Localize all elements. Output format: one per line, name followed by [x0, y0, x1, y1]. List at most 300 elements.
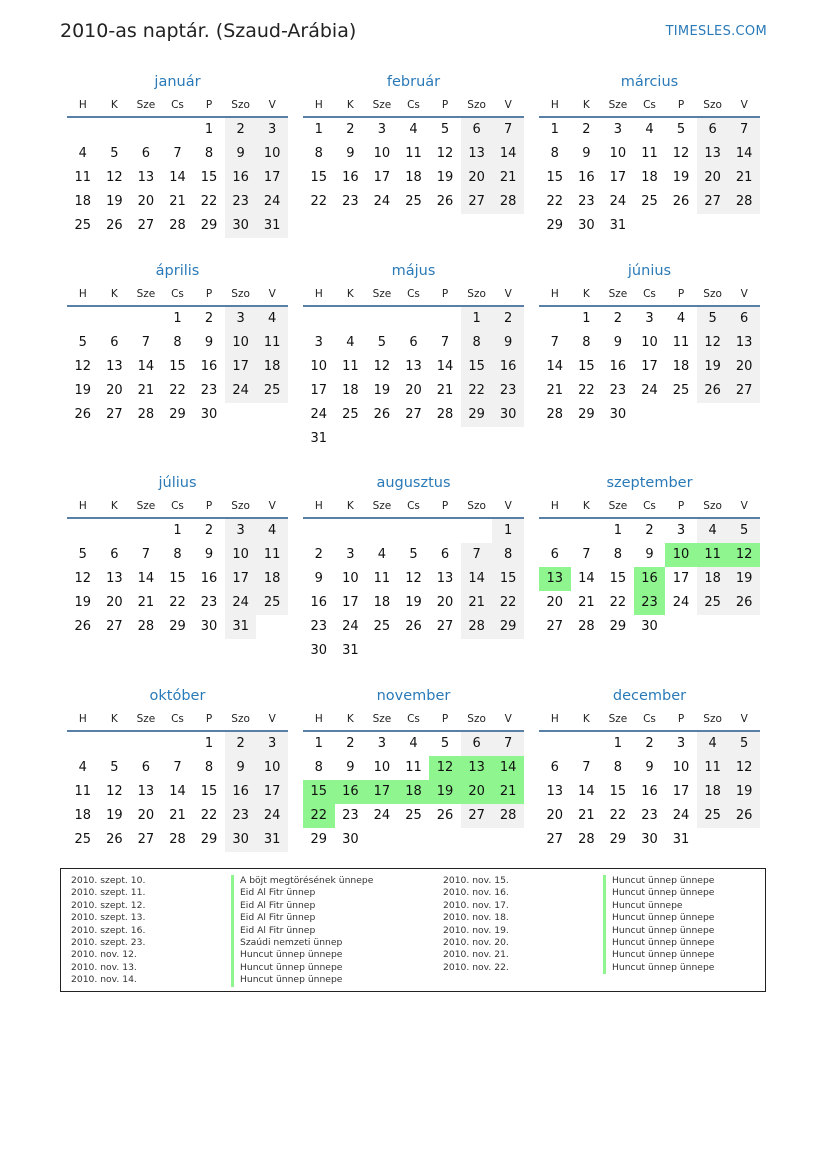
day-cell: 4: [256, 519, 288, 543]
empty-day-cell: [303, 519, 335, 543]
weekday-header: [303, 495, 524, 519]
empty-day-cell: [634, 403, 666, 427]
day-cell: 23: [200, 383, 218, 398]
legend-holiday-name: Szaúdi nemzeti ünnep: [231, 937, 342, 949]
day-cell: 14: [578, 784, 595, 799]
day-cell: 9: [225, 756, 257, 780]
day-cell: 30: [609, 407, 627, 422]
empty-day-cell: [492, 828, 524, 852]
weekday-label: H: [78, 288, 87, 300]
weekday-label: Szo: [231, 713, 250, 725]
day-cell: 22: [200, 808, 218, 823]
empty-day-cell: [335, 519, 367, 543]
day-cell: 22: [609, 808, 627, 823]
day-cell: 18: [256, 355, 288, 379]
day-cell: 24: [225, 379, 257, 403]
day-cell: 17: [342, 595, 359, 610]
day-cell: 24: [373, 194, 391, 209]
day-cell: 22: [578, 383, 595, 398]
month-name: február: [386, 74, 441, 90]
day-cell: 21: [461, 591, 493, 615]
day-cell: 24: [672, 808, 690, 823]
day-cell: 16: [310, 595, 328, 610]
empty-day-cell: [539, 307, 571, 331]
legend-holiday-name: Huncut ünnep ünnepe: [231, 949, 342, 961]
empty-day-cell: [398, 828, 430, 852]
day-cell: 26: [436, 808, 454, 823]
weekday-label: Cs: [643, 288, 656, 300]
weekday-label: P: [677, 99, 685, 111]
weekday-label: Szo: [703, 99, 722, 111]
month-április: [67, 259, 288, 427]
legend-date: 2010. nov. 19.: [443, 924, 509, 936]
empty-day-cell: [461, 427, 493, 451]
day-cell: 14: [137, 571, 155, 586]
day-cell: 2: [204, 523, 214, 538]
weekday-label: P: [205, 288, 213, 300]
day-cell: 6: [728, 307, 760, 331]
day-cell: 8: [613, 760, 623, 775]
day-grid: [539, 732, 760, 852]
day-cell: 19: [697, 355, 729, 379]
day-cell: 2: [492, 307, 524, 331]
day-cell: 1: [204, 736, 214, 751]
day-cell: 25: [405, 808, 422, 823]
weekday-label: Cs: [643, 713, 656, 725]
day-cell: 23: [225, 804, 257, 828]
day-cell: 8: [173, 335, 182, 350]
day-cell: 1: [173, 311, 182, 326]
legend-holiday-name: Huncut ünnep ünnepe: [603, 937, 714, 949]
month-február: [303, 70, 524, 214]
day-cell: 18: [641, 170, 658, 185]
weekday-label: Sze: [372, 288, 392, 300]
day-cell: 21: [546, 383, 564, 398]
day-cell: 19: [436, 170, 454, 185]
day-cell: 7: [141, 335, 151, 350]
holiday-day-cell: 10: [665, 543, 697, 567]
day-cell: 26: [405, 619, 422, 634]
day-cell: 2: [613, 311, 623, 326]
weekday-label: Sze: [608, 713, 628, 725]
day-cell: 17: [225, 567, 257, 591]
month-name: december: [612, 688, 687, 704]
day-cell: 21: [728, 166, 760, 190]
day-cell: 12: [672, 146, 690, 161]
day-cell: 9: [346, 146, 355, 161]
day-cell: 2: [225, 118, 257, 142]
weekday-label: V: [504, 99, 512, 111]
empty-day-cell: [366, 427, 398, 451]
day-cell: 20: [405, 383, 422, 398]
day-grid: [303, 519, 524, 663]
day-cell: 30: [492, 403, 524, 427]
weekday-label: V: [268, 288, 276, 300]
day-cell: 9: [204, 335, 214, 350]
day-cell: 29: [546, 218, 564, 233]
holiday-day-cell: 19: [429, 780, 461, 804]
legend-date: 2010. nov. 12.: [71, 949, 137, 961]
day-cell: 30: [200, 407, 218, 422]
day-cell: 9: [225, 142, 257, 166]
weekday-label: Szo: [467, 500, 486, 512]
weekday-label: Sze: [136, 288, 156, 300]
legend-holiday-name: A böjt megtörésének ünnepe: [231, 875, 373, 887]
day-cell: 3: [225, 519, 257, 543]
day-cell: 13: [106, 571, 123, 586]
legend-date: 2010. szept. 11.: [71, 887, 146, 899]
empty-day-cell: [366, 639, 398, 663]
legend-date: 2010. szept. 13.: [71, 912, 146, 924]
holiday-day-cell: 16: [634, 567, 666, 591]
day-grid: [67, 307, 288, 427]
weekday-label: P: [677, 500, 685, 512]
day-cell: 28: [169, 218, 186, 233]
day-cell: 14: [169, 170, 186, 185]
day-cell: 20: [728, 355, 760, 379]
day-cell: 24: [225, 591, 257, 615]
weekday-label: P: [677, 288, 685, 300]
day-cell: 10: [342, 571, 359, 586]
day-cell: 4: [409, 122, 418, 137]
day-cell: 10: [256, 756, 288, 780]
day-cell: 2: [225, 732, 257, 756]
day-cell: 14: [492, 142, 524, 166]
day-cell: 23: [310, 619, 328, 634]
day-cell: 20: [461, 166, 493, 190]
day-cell: 25: [342, 407, 359, 422]
day-cell: 27: [728, 379, 760, 403]
day-cell: 15: [578, 359, 595, 374]
day-cell: 11: [641, 146, 658, 161]
day-cell: 28: [578, 619, 595, 634]
day-cell: 6: [461, 732, 493, 756]
day-cell: 4: [346, 335, 355, 350]
day-cell: 28: [137, 407, 155, 422]
day-cell: 1: [582, 311, 591, 326]
month-name: május: [391, 263, 436, 279]
holiday-day-cell: 14: [492, 756, 524, 780]
weekday-label: K: [346, 713, 354, 725]
day-grid: [539, 307, 760, 427]
legend-holiday-name: Huncut ünnep ünnepe: [231, 962, 342, 974]
weekday-label: H: [314, 288, 323, 300]
day-cell: 17: [641, 359, 658, 374]
day-cell: 29: [578, 407, 595, 422]
day-cell: 7: [492, 118, 524, 142]
day-cell: 25: [74, 218, 92, 233]
day-cell: 13: [137, 170, 155, 185]
day-cell: 31: [310, 431, 328, 446]
day-cell: 8: [314, 146, 323, 161]
day-cell: 13: [436, 571, 454, 586]
day-cell: 5: [440, 736, 450, 751]
day-cell: 8: [582, 335, 591, 350]
day-cell: 11: [672, 335, 690, 350]
page-title: 2010-as naptár. (Szaud-Arábia): [60, 20, 357, 42]
weekday-label: K: [110, 288, 118, 300]
day-cell: 13: [728, 331, 760, 355]
empty-day-cell: [398, 307, 430, 331]
empty-day-cell: [539, 732, 571, 756]
empty-day-cell: [130, 732, 162, 756]
day-cell: 15: [609, 784, 627, 799]
weekday-label: P: [441, 713, 449, 725]
day-cell: 7: [440, 335, 450, 350]
day-cell: 10: [310, 359, 328, 374]
weekday-label: K: [346, 288, 354, 300]
weekday-label: K: [346, 500, 354, 512]
legend-holiday-name: Huncut ünnep ünnepe: [603, 925, 714, 937]
day-cell: 8: [314, 760, 323, 775]
day-cell: 19: [728, 780, 760, 804]
day-cell: 29: [310, 832, 328, 847]
day-cell: 1: [204, 122, 214, 137]
day-cell: 21: [169, 808, 186, 823]
legend-date: 2010. nov. 17.: [443, 899, 509, 911]
day-cell: 27: [461, 804, 493, 828]
empty-day-cell: [256, 615, 288, 639]
empty-day-cell: [398, 639, 430, 663]
legend-holiday-name: Huncut ünnep ünnepe: [603, 912, 714, 924]
empty-day-cell: [366, 307, 398, 331]
weekday-label: K: [582, 288, 590, 300]
empty-day-cell: [728, 828, 760, 852]
day-cell: 29: [169, 407, 186, 422]
empty-day-cell: [728, 214, 760, 238]
weekday-label: Szo: [467, 713, 486, 725]
empty-day-cell: [335, 427, 367, 451]
day-cell: 14: [578, 571, 595, 586]
day-cell: 15: [609, 571, 627, 586]
day-cell: 15: [200, 170, 218, 185]
day-cell: 14: [728, 142, 760, 166]
day-cell: 5: [409, 547, 418, 562]
weekday-label: Sze: [372, 500, 392, 512]
day-cell: 5: [110, 146, 119, 161]
day-cell: 19: [672, 170, 690, 185]
empty-day-cell: [99, 118, 131, 142]
day-cell: 1: [314, 736, 323, 751]
day-cell: 28: [436, 407, 454, 422]
day-cell: 30: [641, 832, 658, 847]
weekday-label: K: [582, 713, 590, 725]
day-grid: [303, 307, 524, 451]
legend-holiday-name: Huncut ünnepe: [603, 900, 683, 912]
empty-day-cell: [697, 615, 729, 639]
weekday-label: V: [740, 99, 748, 111]
legend-holiday-name: Eid Al Fitr ünnep: [231, 912, 315, 924]
weekday-label: Szo: [231, 288, 250, 300]
weekday-label: P: [441, 99, 449, 111]
day-cell: 6: [141, 146, 151, 161]
day-cell: 3: [377, 736, 387, 751]
day-cell: 13: [106, 359, 123, 374]
weekday-label: K: [110, 99, 118, 111]
weekday-label: K: [582, 500, 590, 512]
empty-day-cell: [67, 519, 99, 543]
holiday-day-cell: 17: [366, 780, 398, 804]
day-cell: 8: [492, 543, 524, 567]
day-cell: 20: [106, 383, 123, 398]
day-cell: 6: [697, 118, 729, 142]
day-cell: 27: [546, 832, 564, 847]
weekday-header: [303, 283, 524, 307]
day-cell: 3: [676, 736, 686, 751]
day-cell: 24: [342, 619, 359, 634]
day-cell: 5: [676, 122, 686, 137]
empty-day-cell: [162, 118, 194, 142]
weekday-header: [303, 708, 524, 732]
day-cell: 6: [110, 335, 119, 350]
empty-day-cell: [429, 519, 461, 543]
holiday-day-cell: 13: [461, 756, 493, 780]
weekday-header: [539, 708, 760, 732]
day-cell: 20: [697, 166, 729, 190]
day-cell: 20: [546, 808, 564, 823]
day-cell: 27: [137, 832, 155, 847]
weekday-label: K: [582, 99, 590, 111]
day-cell: 29: [200, 832, 218, 847]
empty-day-cell: [99, 732, 131, 756]
day-cell: 5: [78, 547, 87, 562]
day-cell: 26: [697, 379, 729, 403]
day-cell: 8: [550, 146, 559, 161]
day-cell: 30: [200, 619, 218, 634]
day-cell: 11: [256, 331, 288, 355]
day-cell: 23: [492, 379, 524, 403]
day-cell: 18: [342, 383, 359, 398]
day-cell: 3: [346, 547, 355, 562]
day-cell: 22: [169, 595, 186, 610]
day-cell: 17: [256, 166, 288, 190]
weekday-label: Cs: [171, 99, 184, 111]
empty-day-cell: [130, 118, 162, 142]
day-cell: 1: [492, 519, 524, 543]
day-cell: 8: [173, 547, 182, 562]
day-cell: 10: [373, 146, 391, 161]
day-cell: 28: [169, 832, 186, 847]
legend-date: 2010. nov. 14.: [71, 974, 137, 986]
month-name: január: [154, 74, 201, 90]
day-grid: [303, 732, 524, 852]
day-grid: [539, 519, 760, 639]
day-cell: 17: [310, 383, 328, 398]
weekday-label: Cs: [407, 288, 420, 300]
day-cell: 26: [106, 832, 123, 847]
day-cell: 27: [106, 407, 123, 422]
empty-day-cell: [728, 403, 760, 427]
weekday-label: V: [740, 288, 748, 300]
legend-date: 2010. szept. 16.: [71, 924, 146, 936]
month-name: november: [376, 688, 451, 704]
day-cell: 3: [613, 122, 623, 137]
day-cell: 16: [225, 166, 257, 190]
month-augusztus: [303, 471, 524, 663]
day-cell: 31: [256, 214, 288, 238]
day-cell: 16: [641, 784, 658, 799]
empty-day-cell: [634, 214, 666, 238]
day-cell: 7: [141, 547, 151, 562]
empty-day-cell: [366, 519, 398, 543]
weekday-label: H: [550, 288, 559, 300]
weekday-label: Sze: [136, 99, 156, 111]
empty-day-cell: [67, 118, 99, 142]
day-cell: 7: [173, 146, 182, 161]
empty-day-cell: [571, 519, 603, 543]
day-cell: 16: [609, 359, 627, 374]
day-cell: 24: [609, 194, 627, 209]
empty-day-cell: [130, 307, 162, 331]
brand-link[interactable]: TIMESLES.COM: [665, 24, 767, 39]
day-cell: 31: [225, 615, 257, 639]
day-cell: 20: [106, 595, 123, 610]
weekday-header: [67, 495, 288, 519]
day-cell: 31: [256, 828, 288, 852]
day-cell: 2: [645, 736, 654, 751]
day-cell: 11: [74, 170, 92, 185]
day-cell: 28: [492, 190, 524, 214]
day-cell: 30: [578, 218, 595, 233]
empty-day-cell: [366, 828, 398, 852]
empty-day-cell: [429, 639, 461, 663]
day-cell: 9: [346, 760, 355, 775]
day-cell: 10: [373, 760, 391, 775]
legend-date: 2010. nov. 15.: [443, 875, 509, 886]
empty-day-cell: [162, 732, 194, 756]
day-cell: 23: [342, 808, 359, 823]
day-cell: 12: [728, 756, 760, 780]
month-name: július: [158, 475, 197, 491]
weekday-header: [539, 283, 760, 307]
day-cell: 26: [728, 591, 760, 615]
day-cell: 22: [609, 595, 627, 610]
day-cell: 17: [256, 780, 288, 804]
day-cell: 23: [200, 595, 218, 610]
day-cell: 7: [492, 732, 524, 756]
day-cell: 22: [461, 379, 493, 403]
day-cell: 19: [74, 383, 92, 398]
day-cell: 11: [256, 543, 288, 567]
day-cell: 29: [609, 619, 627, 634]
month-december: [539, 684, 760, 852]
weekday-header: [67, 283, 288, 307]
day-cell: 16: [578, 170, 595, 185]
month-június: [539, 259, 760, 427]
day-cell: 27: [137, 218, 155, 233]
empty-day-cell: [130, 519, 162, 543]
day-cell: 24: [672, 595, 690, 610]
holiday-day-cell: 16: [335, 780, 367, 804]
day-cell: 9: [582, 146, 591, 161]
day-cell: 25: [373, 619, 391, 634]
day-cell: 12: [74, 571, 92, 586]
day-cell: 21: [578, 808, 595, 823]
day-cell: 30: [225, 828, 257, 852]
day-cell: 18: [74, 194, 92, 209]
day-cell: 21: [169, 194, 186, 209]
day-cell: 10: [672, 760, 690, 775]
weekday-label: P: [205, 500, 213, 512]
day-cell: 1: [550, 122, 559, 137]
weekday-label: V: [268, 713, 276, 725]
day-cell: 8: [613, 547, 623, 562]
day-cell: 16: [200, 571, 218, 586]
day-cell: 10: [641, 335, 658, 350]
day-cell: 18: [672, 359, 690, 374]
day-cell: 3: [256, 118, 288, 142]
empty-day-cell: [67, 307, 99, 331]
